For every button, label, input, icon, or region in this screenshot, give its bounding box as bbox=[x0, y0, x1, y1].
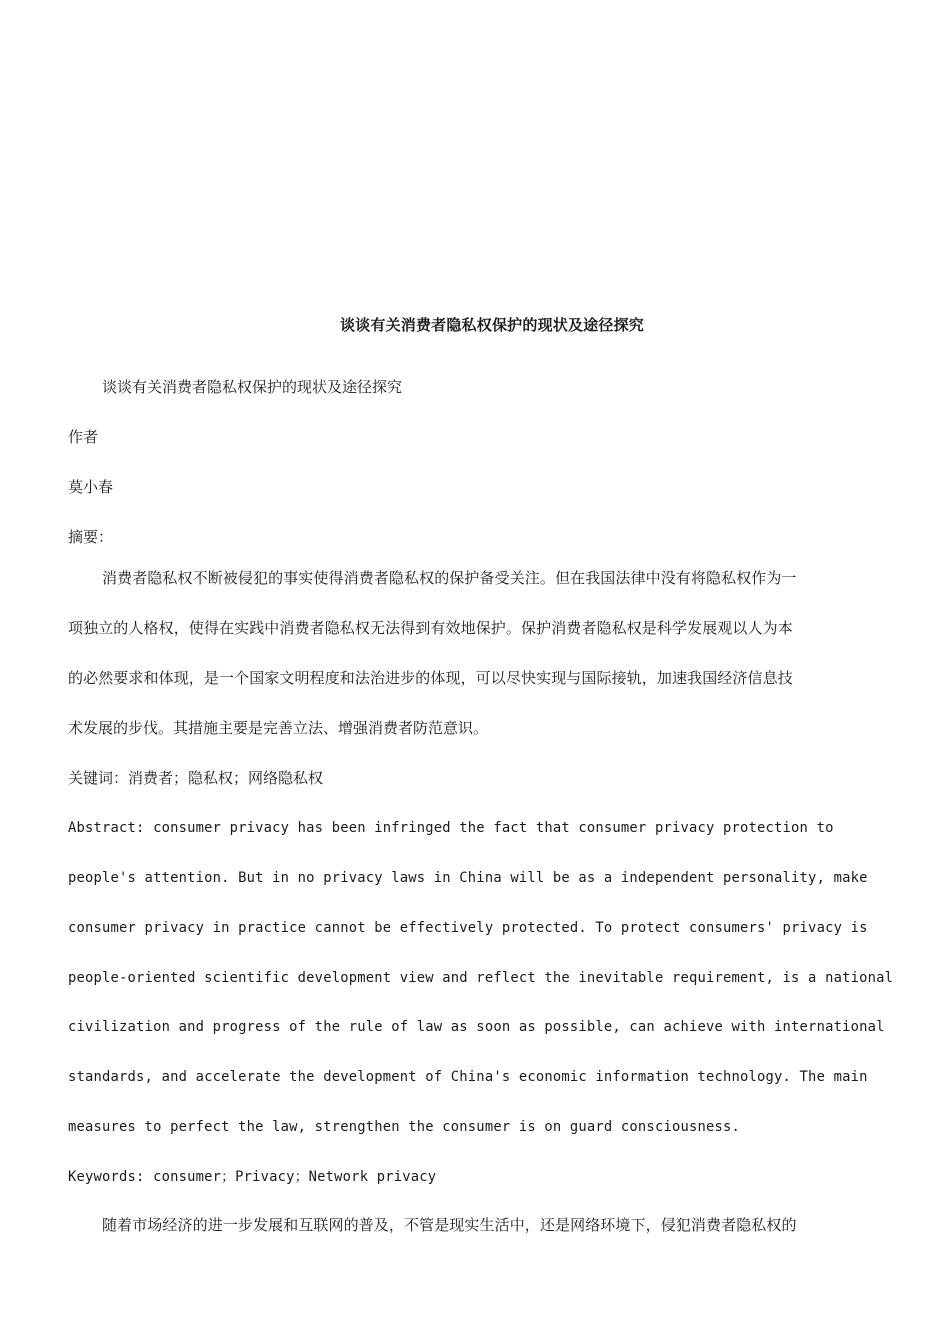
abstract-line: 术发展的步伐。其措施主要是完善立法、增强消费者防范意识。 bbox=[68, 719, 489, 737]
abstract-line: 消费者隐私权不断被侵犯的事实使得消费者隐私权的保护备受关注。但在我国法律中没有将隐私权作为一 bbox=[102, 569, 797, 587]
document-subtitle: 谈谈有关消费者隐私权保护的现状及途径探究 bbox=[102, 378, 403, 396]
abstract-line: 项独立的人格权，使得在实践中消费者隐私权无法得到有效地保护。保护消费者隐私权是科学发展观以人为本 bbox=[68, 619, 793, 637]
abstract-line: 的必然要求和体现，是一个国家文明程度和法治进步的体现，可以尽快实现与国际接轨，加速我国经济信息技 bbox=[68, 669, 793, 687]
abstract-en-line: measures to perfect the law, strengthen the consumer is on guard consciousness. bbox=[68, 1119, 741, 1135]
abstract-en-line: Abstract: consumer privacy has been infringed the fact that consumer privacy protection to bbox=[68, 820, 834, 836]
body-paragraph-line: 随着市场经济的进一步发展和互联网的普及，不管是现实生活中，还是网络环境下，侵犯消费者隐私权的 bbox=[102, 1216, 797, 1234]
abstract-en-line: people-oriented scientific development view and reflect the inevitable requirement, is a national bbox=[68, 970, 894, 986]
keywords-en: Keywords: consumer；Privacy；Network privacy bbox=[68, 1169, 437, 1185]
abstract-en-line: civilization and progress of the rule of law as soon as possible, can achieve with international bbox=[68, 1019, 885, 1035]
abstract-en-line: people's attention. But in no privacy laws in China will be as a independent personality, make bbox=[68, 870, 868, 886]
author-name: 莫小春 bbox=[68, 478, 114, 496]
abstract-en-line: consumer privacy in practice cannot be effectively protected. To protect consumers' privacy is bbox=[68, 920, 868, 936]
abstract-label: 摘要： bbox=[68, 528, 114, 546]
document-title: 谈谈有关消费者隐私权保护的现状及途径探究 bbox=[339, 316, 644, 334]
author-label: 作者 bbox=[68, 428, 99, 446]
keywords-cn: 关键词：消费者；隐私权；网络隐私权 bbox=[68, 769, 324, 787]
abstract-en-line: standards, and accelerate the development of China's economic information technology. The main bbox=[68, 1069, 868, 1085]
